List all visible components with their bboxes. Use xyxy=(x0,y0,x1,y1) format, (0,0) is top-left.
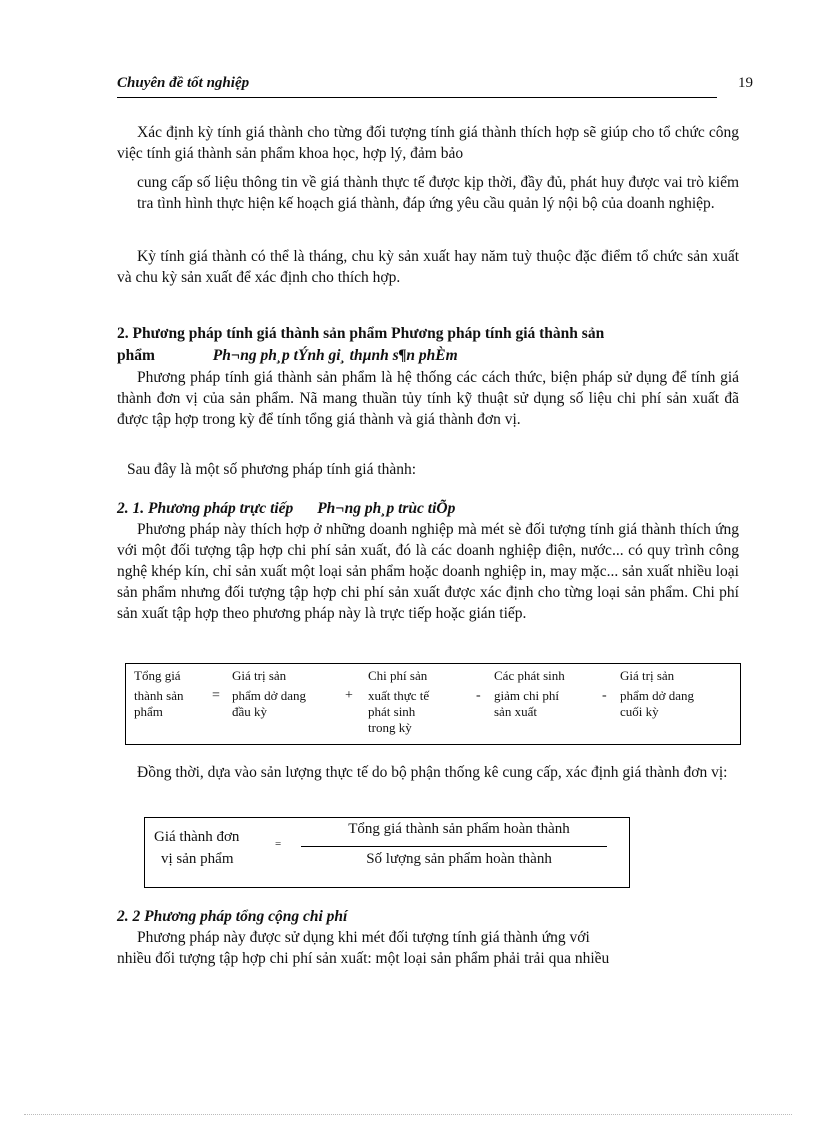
formula-cell-line: trong kỳ xyxy=(368,720,412,735)
formula-cell-line: giảm chi phí xyxy=(494,688,559,703)
formula-plus-sign: + xyxy=(345,688,353,703)
formula-cell-line: Các phát sinh xyxy=(494,668,565,683)
formula-cell-line: phát sinh xyxy=(368,704,416,719)
section-2-1-heading-main: 2. 1. Phương pháp trực tiếp xyxy=(117,500,294,517)
formula-cell-line: phẩm xyxy=(134,704,163,719)
paragraph-2: Kỳ tính giá thành có thể là tháng, chu kỳ sản xuất hay năm tuỳ thuộc đặc điểm tổ chức sản xuất và chu kỳ sản xuất để xác định cho thích hợp. xyxy=(117,248,739,286)
section-2-heading-line2 xyxy=(117,345,739,366)
section-2-heading-line1: 2. Phương pháp tính giá thành sản phẩm Phương pháp tính giá thành sản xyxy=(117,325,605,342)
page-number: 19 xyxy=(738,75,753,91)
section-2-body: Phương pháp tính giá thành sản phẩm là hệ thống các cách thức, biện pháp sử dụng để tính giá thành đơn vị của sản phẩm. Nã mang thuần tủy tính kỹ thuật sử dụng số liệu chi phí sản xuất đã được tập hợp trong kỳ để tính tổng giá thành và giá thành đơn vị. xyxy=(117,369,739,428)
header-title: Chuyên đề tốt nghiệp xyxy=(117,75,250,91)
unit-cost-formula-box xyxy=(144,817,630,888)
formula-opening-wip xyxy=(232,668,306,720)
unit-cost-denominator: Số lượng sản phẩm hoàn thành xyxy=(366,851,552,867)
formula-cell-line: thành sản xyxy=(134,688,184,703)
unit-cost-numerator: Tổng giá thành sản phẩm hoàn thành xyxy=(348,821,570,837)
formula-cell-line: phẩm dở dang xyxy=(620,688,695,703)
footer-dotted-line xyxy=(24,1114,792,1115)
section-2-heading-garbled: Ph¬ng ph¸p tÝnh gi¸ thµnh s¶n phÈm xyxy=(212,347,458,364)
section-2-2-body-line1: Phương pháp này được sử dụng khi mét đối tượng tính giá thành ứng với xyxy=(137,929,590,946)
section-2-1-body: Phương pháp này thích hợp ở những doanh nghiệp mà mét sè đối tượng tính giá thành thích ứng với một đối tượng tập hợp chi phí sản xuất, đó là các doanh nghiệp điện, nước... có quy trình công nghệ khép kín, chỉ sản xuất một loại sản phẩm hoặc doanh nghiệp in, may mặc... sản xuất nhiều loại sản phẩm nhưng đối tượng tập hợp chi phí sản xuất được xác định cho từng loại sản phẩm. Chi phí sản xuất tập hợp theo phương pháp này là trực tiếp hoặc gián tiếp. xyxy=(117,521,739,622)
section-2-heading-word: phẩm xyxy=(117,347,155,364)
formula-cell-line: phẩm dở dang xyxy=(232,688,307,703)
unit-cost-label-line1: Giá thành đơn xyxy=(154,829,240,845)
paragraph-1a: Xác định kỳ tính giá thành cho từng đối tượng tính giá thành thích hợp sẽ giúp cho tổ chức công việc tính giá thành sản phẩm khoa học, hợp lý, đảm bảo xyxy=(117,124,739,162)
formula-equals-sign: = xyxy=(212,688,220,703)
section-2-2-heading: 2. 2 Phương pháp tổng cộng chi phí xyxy=(117,908,348,925)
formula-minus-sign-2: - xyxy=(602,688,607,703)
after-formula-text: Đồng thời, dựa vào sản lượng thực tế do bộ phận thống kê cung cấp, xác định giá thành đơn vị: xyxy=(137,764,728,781)
formula-cell-line: Chi phí sản xyxy=(368,668,428,683)
section-2-intro: Sau đây là một số phương pháp tính giá thành: xyxy=(127,461,417,478)
formula-production-cost xyxy=(368,668,429,736)
fraction-bar xyxy=(301,846,607,847)
unit-cost-equals-sign: = xyxy=(275,838,282,850)
formula-cell-line: Giá trị sản xyxy=(620,668,675,683)
header-rule xyxy=(117,97,717,98)
paragraph-1b: cung cấp số liệu thông tin về giá thành thực tế được kịp thời, đầy đủ, phát huy được vai trò kiểm tra tình hình thực hiện kế hoạch giá thành, đáp ứng yêu cầu quản lý nội bộ của doanh nghiệp. xyxy=(137,174,739,212)
formula-closing-wip xyxy=(620,668,694,720)
formula-cell-line: cuối kỳ xyxy=(620,704,659,719)
formula-minus-sign-1: - xyxy=(476,688,481,703)
formula-cost-reductions xyxy=(494,668,565,720)
formula-total-cost xyxy=(134,668,183,720)
formula-cell-line: Tổng giá xyxy=(134,668,181,683)
formula-cell-line: sản xuất xyxy=(494,704,537,719)
section-2-1-heading xyxy=(117,498,739,519)
formula-cell-line: Giá trị sản xyxy=(232,668,287,683)
formula-cell-line: xuất thực tế xyxy=(368,688,430,703)
formula-cell-line: đầu kỳ xyxy=(232,704,268,719)
total-cost-formula-table xyxy=(125,663,741,745)
unit-cost-label-line2: vị sản phẩm xyxy=(161,851,234,867)
section-2-1-heading-garbled: Ph¬ng ph¸p trùc tiÕp xyxy=(317,500,456,517)
section-2-2-body-line2: nhiều đối tượng tập hợp chi phí sản xuất: một loại sản phẩm phải trải qua nhiều xyxy=(117,950,610,967)
